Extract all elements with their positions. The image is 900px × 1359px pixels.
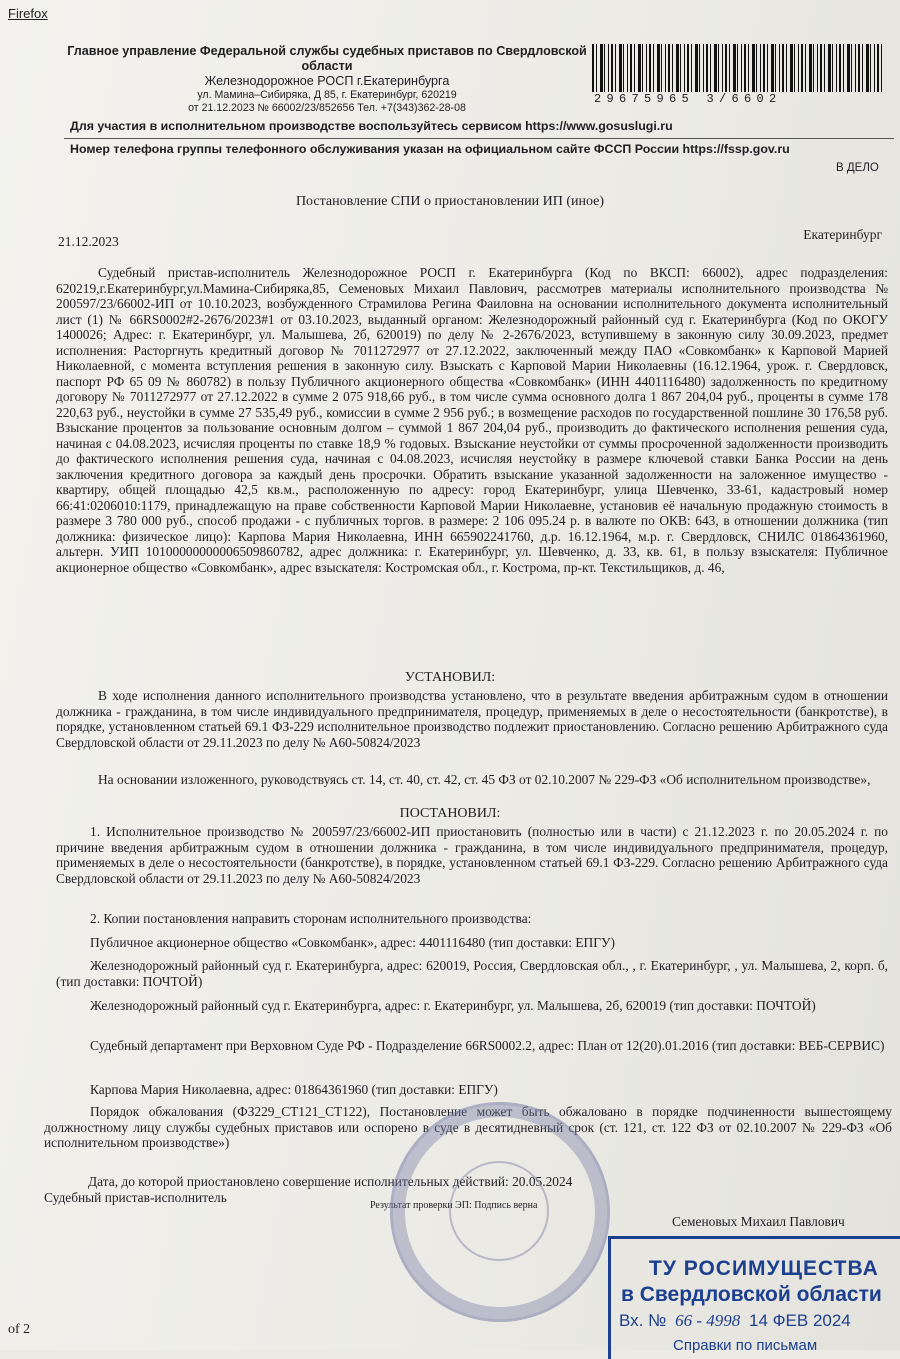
round-seal-inner — [449, 1161, 549, 1261]
order-item-1: 1. Исполнительное производство № 200597/23/66002-ИП приостановить (полностью или в части) с 21.12.2023 г. по 20.05.2024 г. по причине введения арбитражным судом в отношении должника - гражданина, в том числе индивидуального предпринимателя, процедур, применяемых в деле о несостоятельности (банкротстве), в порядке, установленном статьей 69.1 ФЗ-229. Согласно решению Арбитражного суда Свердловской области от 29.11.2023 по делу № А60-50824/2023 — [56, 824, 888, 886]
document-title: Постановление СПИ о приостановлении ИП (иное) — [295, 194, 605, 209]
signer-role: Судебный пристав-исполнитель — [44, 1190, 227, 1205]
recipient-debtor: Карпова Мария Николаевна, адрес: 01864361960 (тип доставки: ЕПГУ) — [90, 1082, 498, 1097]
recipient-court-post-2: Железнодорожный районный суд г. Екатеринбурга, адрес: г. Екатеринбург, ул. Малышева, 2б, 620019 (тип доставки: ПОЧТОЙ) — [90, 998, 816, 1013]
reg-stamp-footer: Справки по письмам — [673, 1337, 818, 1354]
reg-stamp-region: в Свердловской области — [621, 1283, 882, 1306]
heading-ordered: ПОСТАНОВИЛ: — [399, 806, 501, 821]
reg-stamp-incoming — [619, 1311, 851, 1331]
header-division: Железнодорожное РОСП г.Екатеринбурга — [204, 74, 450, 88]
heading-established: УСТАНОВИЛ: — [404, 670, 496, 685]
reg-stamp-prefix: Вх. № — [619, 1311, 667, 1330]
suspension-date: Дата, до которой приостановлено совершение исполнительных действий: 20.05.2024 — [88, 1174, 573, 1189]
round-seal-stamp — [390, 1102, 610, 1322]
signature-verification: Результат проверки ЭП: Подпись верна — [370, 1200, 538, 1211]
phone-notice: Номер телефона группы телефонного обслуживания указан на официальном сайте ФССП России https://fssp.gov.ru — [70, 142, 790, 156]
appeal-procedure: Порядок обжалования (ФЗ229_СТ121_СТ122), Постановление может быть обжаловано в порядке подчиненности вышестоящему должностному лицу службы судебных приставов или оспорено в суде в десятидневный срок (ст. 121, ст. 122 ФЗ от 02.10.2007 № 229-ФЗ «Об исполнительном производстве») — [44, 1104, 892, 1150]
document-header — [62, 44, 592, 115]
order-item-2: 2. Копии постановления направить сторонам исполнительного производства: — [90, 911, 532, 926]
header-address: ул. Мамина–Сибиряка, Д 85, г. Екатеринбург, 620219 — [197, 89, 457, 101]
reg-stamp-date: 14 ФЕВ 2024 — [748, 1311, 851, 1330]
recipient-court-post-1: Железнодорожный районный суд г. Екатеринбурга, адрес: 620019, Россия, Свердловская обл., , г. Екатеринбург, , ул. Малышева, 2, корп. б, (тип доставки: ПОЧТОЙ) — [56, 958, 888, 989]
header-organization: Главное управление Федеральной службы судебных приставов по Свердловской области — [67, 44, 587, 73]
browser-label: Firefox — [8, 6, 48, 21]
document-date: 21.12.2023 — [58, 234, 119, 249]
intro-paragraph: Судебный пристав-исполнитель Железнодорожное РОСП г. Екатеринбурга (Код по ВКСП: 66002), адрес подразделения: 620219,г.Екатеринбург,ул.Мамина-Сибиряка,85, Семеновых Михаил Павлович, рассмотрев материалы исполнительного производства № 200597/23/66002-ИП от 10.10.2023, возбужденного Страмилова Регина Фаиловна на основании исполнительного документа исполнительный лист (1) № 66RS0002#2-2676/2023#1 от 03.10.2023, выданный органом: Железнодорожный районный суд г. Екатеринбурга (Код по ОКОГУ 1400026; Адрес: г. Екатеринбург, ул. Малышева, 2б, 620019) по делу № 2-2676/2023, вступившему в законную силу 30.09.2023, предмет исполнения: Расторгнуть кредитный договор № 7011272977 от 27.12.2022, заключенный между ПАО «Совкомбанк» к Карповой Марией Николаевной, с момента вступления решения в законную силу. Взыскать с Карповой Марии Николаевны (16.12.1964, урож. г. Свердловск, паспорт РФ 65 09 № 860782) в пользу Публичного акционерного общества «Совкомбанк» (ИНН 4401116480) задолженность по кредитному договору № 7011272977 от 27.12.2022 в сумме 2 075 918,66 руб., в том числе сумма основного долга 1 867 204,04 руб., проценты в сумме 178 220,63 руб., неустойки в сумме 27 535,49 руб., комиссии в сумме 2 956 руб.; в возмещение расходов по государственной пошлине 30 176,58 руб. Взыскание процентов за пользование основным долгом – суммой 1 867 204,04 руб., производить до фактического исполнения решения суда, начиная с 04.08.2023, исчисляя проценты по ставке 18,9 % годовых. Взыскание неустойки от суммы просроченной задолженности производить до фактического исполнения решения суда, начиная с 04.08.2023, исчисляя неустойку в размере ключевой ставки Банка России на день заключения кредитного договора за каждый день просрочки. Обратить взыскание указанной задолженности на заложенное имущество - квартиру, общей площадью 42,5 кв.м., расположенную по адресу: город Екатеринбург, улица Шевченко, 33-61, кадастровый номер 66:41:0206010:1179, принадлежащую на праве собственности Карповой Марии Николаевне, установив её начальную продажную стоимость в размере 3 780 000 руб., способ продажи - с публичных торгов. в размере: 2 106 095.24 р. в валюте по ОКВ: 643, в отношении должника (тип должника: физическое лицо): Карпова Мария Николаевна, ИНН 665902241760, д.р. 16.12.1964, м.р. г. Свердловск, СНИЛС 01864361960, альтерн. УИП 10100000000006509860782, адрес должника: г. Екатеринбург, ул. Шевченко, д. 33, кв. 61, в пользу взыскателя: Публичное акционерное общество «Совкомбанк», адрес взыскателя: Костромская обл., г. Кострома, пр-кт. Текстильщиков, д. 46, — [56, 265, 888, 575]
basis-paragraph: На основании изложенного, руководствуясь ст. 14, ст. 40, ст. 42, ст. 45 ФЗ от 02.10.2007 № 229-ФЗ «Об исполнительном производстве», — [98, 772, 871, 787]
document-city: Екатеринбург — [803, 227, 882, 242]
header-reference: от 21.12.2023 № 66002/23/852656 Тел. +7(343)362-28-08 — [188, 102, 466, 114]
header-separator — [64, 138, 894, 139]
reg-stamp-number: 66 - 4998 — [675, 1311, 741, 1330]
gosuslugi-notice: Для участия в исполнительном производстве воспользуйтесь сервисом https://www.gosuslugi.ru — [70, 119, 673, 133]
recipient-judicial-department: Судебный департамент при Верховном Суде РФ - Подразделение 66RS0002.2, адрес: План от 12(20).01.2016 (тип доставки: ВЕБ-СЕРВИС) — [90, 1038, 885, 1053]
recipient-sovcombank: Публичное акционерное общество «Совкомбанк», адрес: 4401116480 (тип доставки: ЕПГУ) — [90, 935, 615, 950]
barcode — [592, 44, 882, 92]
v-delo-mark: В ДЕЛО — [836, 162, 879, 174]
established-paragraph: В ходе исполнения данного исполнительного производства установлено, что в результате введения арбитражным судом в отношении должника - гражданина, в том числе индивидуального предпринимателя, процедур, применяемых в деле о несостоятельности (банкротстве), в порядке, установленном статьей 69.1 ФЗ-229 исполнительное производство подлежит приостановлению. Согласно решению Арбитражного суда Свердловской области от 29.11.2023 по делу № А60-50824/2023 — [56, 688, 888, 750]
registration-stamp — [608, 1236, 900, 1359]
barcode-number: 29675965 3/6602 — [594, 92, 782, 106]
reg-stamp-agency: ТУ РОСИМУЩЕСТВА — [649, 1257, 879, 1280]
signer-name: Семеновых Михаил Павлович — [672, 1214, 845, 1229]
page-indicator: of 2 — [8, 1322, 31, 1337]
